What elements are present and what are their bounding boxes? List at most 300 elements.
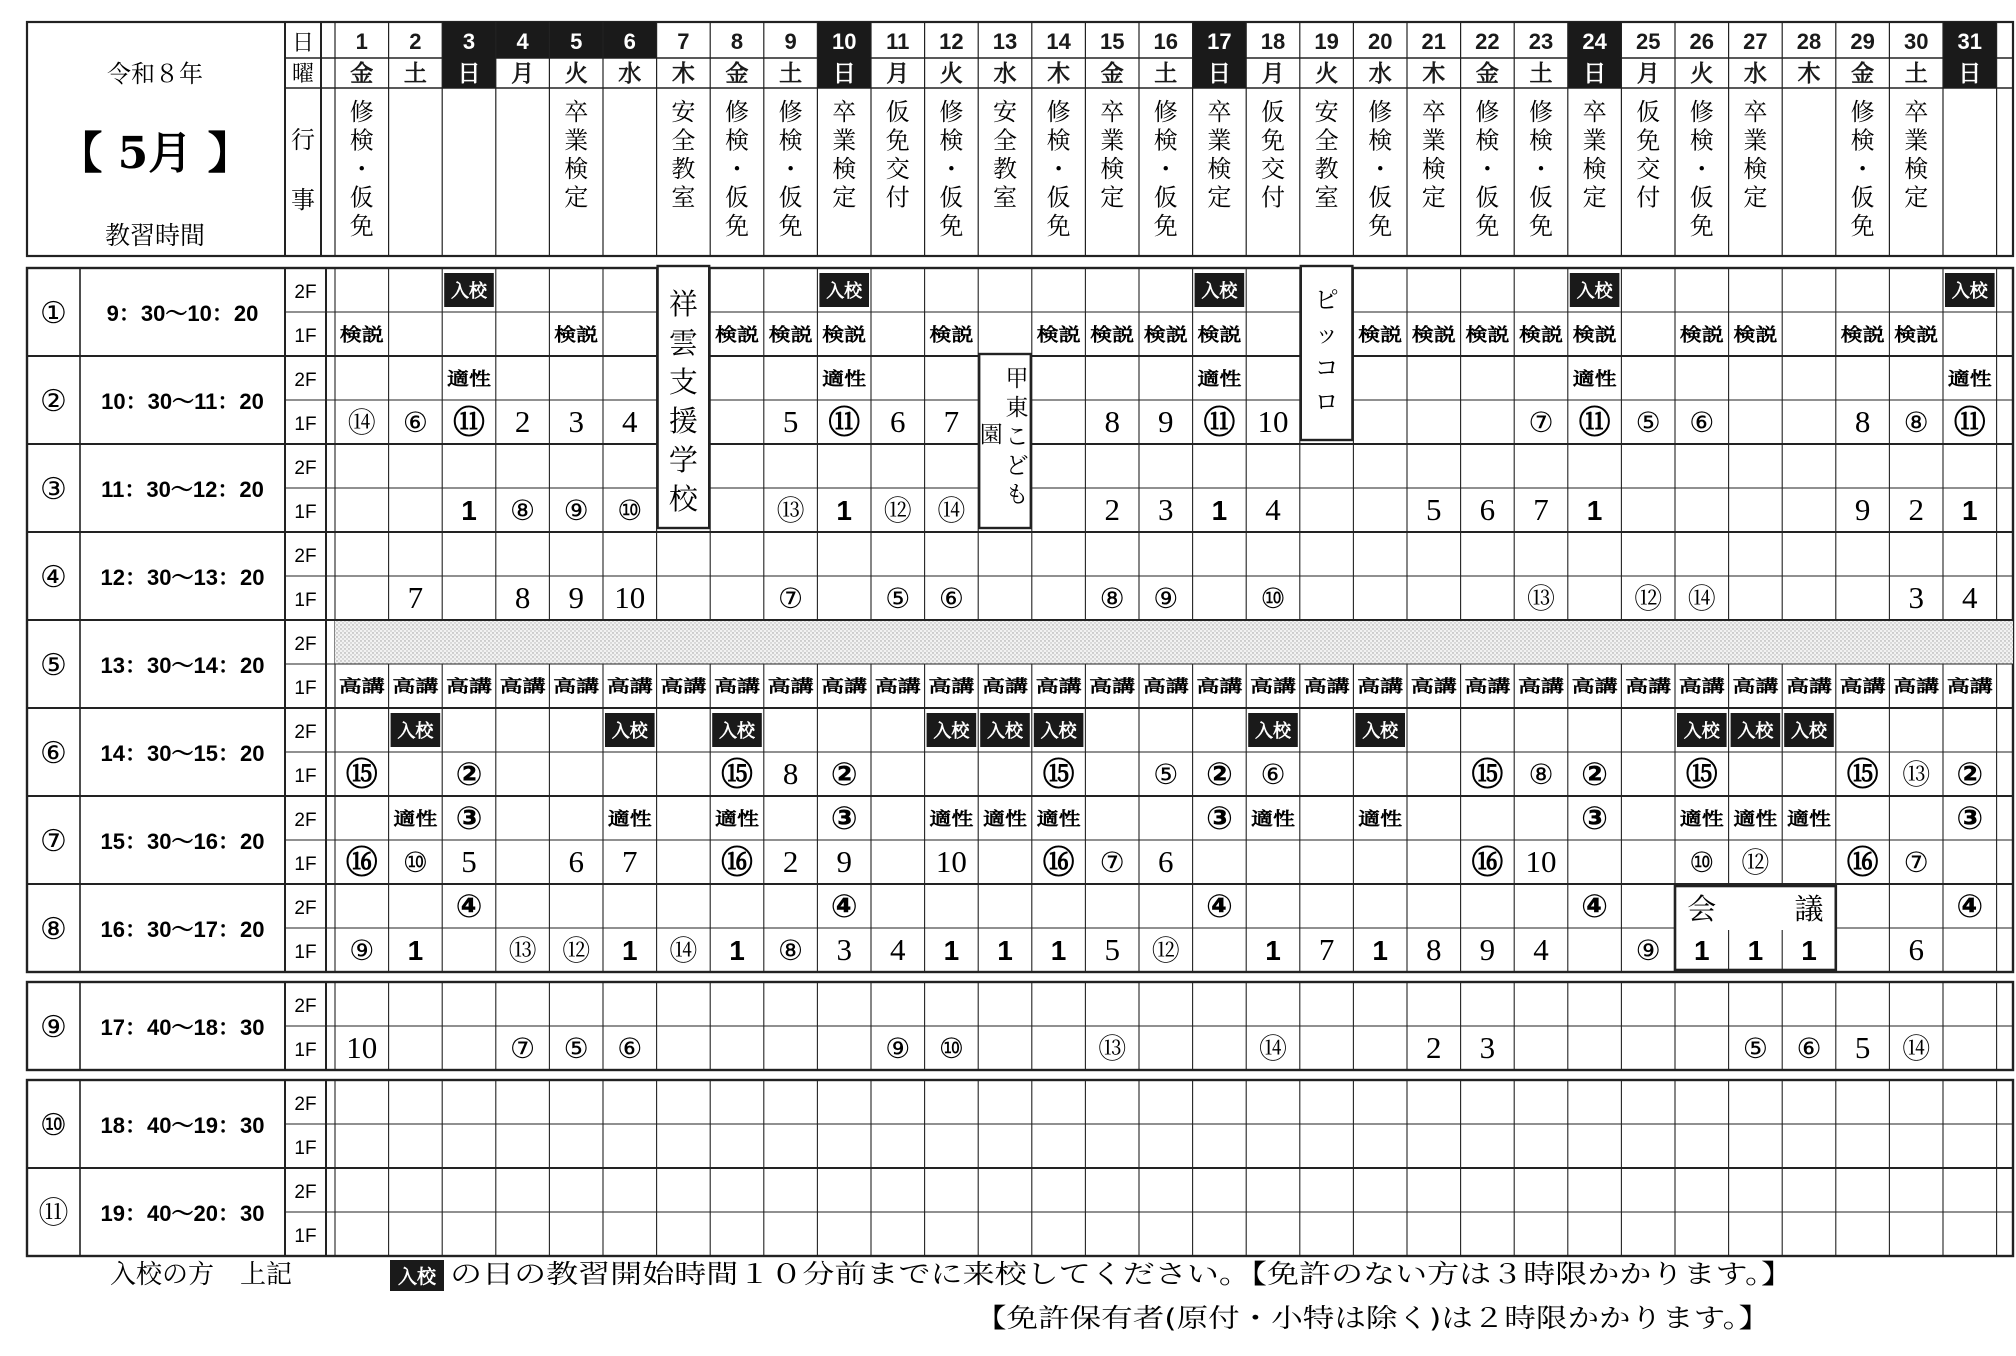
cell-circled-number-bold: ②: [830, 755, 858, 793]
cell-number: 8: [1854, 404, 1871, 439]
day-number: 25: [1635, 29, 1661, 54]
cell-circled-number: ⑫: [1634, 582, 1663, 615]
cell-circled-number: ⑬: [1902, 758, 1931, 791]
cell-number: 9: [568, 580, 584, 615]
cell-circled-number-bold: ③: [1956, 799, 1984, 837]
cell-number-bold: 1: [1801, 935, 1817, 966]
period-number: ⑦: [40, 824, 67, 859]
day-number: 13: [992, 29, 1018, 54]
cell-number: 5: [1104, 932, 1120, 967]
cell-circled-number: ⑩: [1260, 582, 1286, 615]
cell-label: 検説: [929, 325, 966, 346]
cell-number-bold: 1: [729, 935, 745, 966]
weekday: 金: [350, 61, 374, 87]
period-number: ⑩: [40, 1108, 67, 1143]
cell-circled-number-bold: ②: [455, 755, 483, 793]
weekday: 金: [725, 61, 749, 87]
cell-circled-number: ⑭: [937, 494, 966, 527]
cell-circled-number: ⑥: [1689, 406, 1715, 439]
event-text: 仮免交付: [1636, 98, 1661, 212]
cell-circled-number-bold: ③: [1205, 799, 1233, 837]
cell-number: 6: [1908, 932, 1924, 967]
cell-number-bold: 1: [622, 935, 638, 966]
cell-circled-number: ⑧: [1528, 758, 1554, 791]
weekday: 木: [1047, 61, 1071, 87]
day-number: 1: [355, 29, 368, 54]
cell-circled-number-bold: ⑯: [345, 843, 378, 881]
period-time: 17：40〜18：30: [100, 1015, 265, 1040]
weekday: 日: [832, 61, 856, 87]
cell-number: 10: [935, 844, 967, 879]
cell-number-bold: 1: [1747, 935, 1764, 966]
cell-label: 適性: [1251, 809, 1287, 830]
cell-number-bold: 1: [1694, 935, 1710, 966]
cell-number: 7: [943, 404, 960, 439]
cell-circled-number: ⑬: [1526, 582, 1556, 615]
cell-number: 4: [890, 932, 906, 967]
cell-circled-number-bold: ④: [830, 887, 858, 925]
cell-label: 検説: [1465, 325, 1502, 346]
day-number: 29: [1850, 29, 1875, 54]
cell-label: 適性: [1947, 369, 1984, 390]
lecture-cell: 高講: [1839, 677, 1874, 697]
cell-number: 8: [782, 756, 799, 791]
cell-label: 適性: [983, 809, 1019, 830]
cell-number: 7: [407, 580, 424, 615]
lecture-cell: 高講: [553, 677, 588, 697]
lecture-cell: 高講: [767, 677, 802, 697]
cell-circled-number-bold: ⑪: [452, 403, 486, 441]
lecture-cell: 高講: [1410, 677, 1445, 697]
lecture-cell: 高講: [1142, 677, 1177, 697]
event-text: 卒業検定: [1582, 98, 1607, 212]
lecture-cell: 高講: [714, 677, 748, 697]
lecture-cell: 高講: [821, 677, 856, 697]
cell-circled-number-bold: ③: [455, 799, 483, 837]
floor-label: 1F: [294, 942, 317, 963]
event-text: 修検・仮免: [1689, 98, 1714, 240]
lecture-cell: 高講: [1464, 677, 1499, 697]
lecture-cell: 高講: [928, 677, 963, 697]
cell-number: 5: [1854, 1030, 1871, 1065]
break-band: [335, 620, 2013, 664]
event-text: 仮免交付: [1261, 98, 1285, 212]
cell-circled-number-bold: ⑮: [1846, 755, 1879, 793]
cell-circled-number: ⑤: [885, 582, 911, 615]
cell-circled-number: ⑥: [617, 1032, 643, 1065]
cell-circled-number: ⑩: [938, 1032, 964, 1065]
cell-label: 適性: [1572, 369, 1609, 390]
cell-number: 3: [1908, 580, 1924, 615]
lecture-cell: 高講: [1035, 677, 1070, 697]
weekday: 月: [1636, 61, 1660, 87]
cell-circled-number: ⑭: [1687, 582, 1716, 615]
cell-number: 7: [1318, 932, 1335, 967]
cell-number: 10: [1525, 844, 1557, 879]
cell-number: 6: [568, 844, 584, 879]
cell-label: 検説: [1411, 325, 1448, 346]
enrollment-badge: 入校: [719, 721, 755, 742]
weekday: 火: [939, 61, 963, 87]
cell-circled-number: ⑩: [617, 494, 643, 527]
cell-number-bold: 1: [1265, 935, 1281, 966]
cell-label: 適性: [1358, 809, 1395, 830]
day-number: 24: [1582, 29, 1607, 54]
floor-label: 2F: [294, 282, 317, 303]
floor-label: 2F: [294, 996, 317, 1017]
cell-number-bold: 1: [461, 495, 477, 526]
day-number: 7: [677, 29, 690, 54]
period-time: 10：30〜11：20: [101, 389, 264, 414]
cell-number: 7: [1533, 492, 1549, 527]
cell-number: 10: [1257, 404, 1289, 439]
cell-circled-number: ⑬: [776, 494, 805, 527]
cell-circled-number-bold: ⑪: [828, 403, 861, 441]
cell-number: 7: [622, 844, 638, 879]
event-text: 卒業検定: [1207, 98, 1232, 212]
cell-circled-number-bold: ⑮: [1042, 755, 1075, 793]
cell-number: 10: [346, 1030, 378, 1065]
cell-circled-number-bold: ⑯: [720, 843, 754, 881]
cell-circled-number: ⑤: [1153, 758, 1179, 791]
weekday: 木: [671, 61, 695, 87]
cell-label: 適性: [393, 809, 430, 830]
event-text: 卒業検定: [1421, 98, 1446, 212]
period-number: ④: [40, 560, 67, 595]
event-text: 卒業検定: [1743, 98, 1768, 212]
cell-circled-number: ⑬: [1098, 1032, 1127, 1065]
header-frame: [27, 22, 2013, 256]
weekday: 月: [1261, 61, 1285, 87]
event-text: 卒業検定: [564, 98, 589, 212]
enrollment-badge: 入校: [1255, 721, 1291, 742]
cell-circled-number: ⑫: [1151, 934, 1180, 967]
lecture-cell: 高講: [1571, 677, 1606, 697]
cell-circled-number: ⑫: [883, 494, 912, 527]
floor-label: 1F: [294, 502, 317, 523]
lecture-cell: 高講: [606, 677, 641, 697]
cell-label: 検説: [1679, 325, 1716, 346]
cell-circled-number: ⑭: [669, 934, 698, 967]
cell-label: 検説: [1143, 325, 1180, 346]
cell-number: 6: [1158, 844, 1174, 879]
floor-label: 1F: [294, 1226, 317, 1247]
weekday: 水: [618, 61, 642, 87]
cell-number-bold: 1: [997, 935, 1013, 966]
period-time: 19：40〜20：30: [100, 1201, 265, 1226]
cell-circled-number: ⑥: [1260, 758, 1286, 791]
lecture-cell: 高講: [1625, 677, 1660, 697]
cell-number: 8: [1104, 404, 1120, 439]
cell-number: 2: [1426, 1030, 1442, 1065]
day-number: 6: [623, 29, 636, 54]
overlay-meeting: 議: [1794, 892, 1824, 926]
day-number: 8: [730, 29, 744, 54]
weekday: 日: [1958, 61, 1982, 87]
lecture-cell: 高講: [1893, 677, 1928, 697]
cell-number: 9: [836, 844, 852, 879]
weekday: 水: [1743, 61, 1767, 87]
footer-line1: の日の教習開始時間１０分前までに来校してください。【免許のない方は３時限かかります。】: [450, 1260, 1793, 1290]
cell-number: 2: [782, 844, 799, 879]
lecture-cell: 高講: [1089, 677, 1124, 697]
cell-circled-number-bold: ⑯: [1471, 843, 1504, 881]
cell-circled-number-bold: ④: [1205, 887, 1233, 925]
cell-circled-number-bold: ⑯: [1846, 843, 1879, 881]
floor-label: 2F: [294, 634, 317, 655]
cell-circled-number-bold: ⑮: [1685, 755, 1718, 793]
day-number: 27: [1743, 29, 1768, 54]
cell-number: 8: [514, 580, 531, 615]
weekday: 月: [886, 61, 910, 87]
cell-number: 2: [1908, 492, 1924, 527]
floor-label: 2F: [294, 810, 317, 831]
weekday: 日: [457, 61, 481, 87]
cell-circled-number-bold: ⑮: [1471, 755, 1504, 793]
weekday: 金: [1100, 61, 1124, 87]
cell-circled-number: ⑥: [402, 406, 428, 439]
cell-number: 3: [1158, 492, 1174, 527]
floor-label: 2F: [294, 546, 317, 567]
cell-number-bold: 1: [1586, 495, 1603, 526]
weekday: 日: [1583, 61, 1607, 87]
cell-number: 4: [1533, 932, 1549, 967]
cell-circled-number: ⑧: [778, 934, 804, 967]
floor-label: 2F: [294, 1094, 317, 1115]
lecture-cell: 高講: [499, 677, 534, 697]
cell-circled-number: ⑫: [562, 934, 591, 967]
period-number: ⑤: [40, 648, 67, 683]
cell-label: 検説: [1572, 325, 1609, 346]
weekday: 月: [511, 61, 535, 87]
floor-label: 1F: [294, 854, 317, 875]
cell-number: 9: [1854, 492, 1871, 527]
cell-number: 4: [1962, 580, 1978, 615]
day-number: 9: [784, 29, 797, 54]
enrollment-badge: 入校: [1576, 281, 1613, 302]
cell-circled-number: ⑩: [402, 846, 428, 879]
cell-circled-number: ⑨: [1153, 582, 1179, 615]
footer-badge: 入校: [397, 1266, 437, 1288]
enrollment-badge: 入校: [1683, 721, 1720, 742]
day-number: 31: [1957, 29, 1983, 54]
event-text: 修検・仮免: [1368, 98, 1393, 240]
floor-label: 2F: [294, 1182, 317, 1203]
cell-circled-number-bold: ④: [1956, 887, 1984, 925]
enrollment-badge: 入校: [826, 281, 863, 302]
cell-label: 検説: [554, 325, 591, 346]
cell-circled-number-bold: ⑪: [1203, 403, 1236, 441]
cell-circled-number-bold: ⑯: [1042, 843, 1075, 881]
cell-circled-number-bold: ⑪: [1953, 403, 1986, 441]
period-time: 11：30〜12：20: [101, 477, 264, 502]
weekday: 水: [993, 61, 1017, 87]
cell-circled-number-bold: ⑮: [720, 755, 754, 793]
cell-number: 9: [1158, 404, 1174, 439]
cell-circled-number: ⑫: [1741, 846, 1770, 879]
day-number: 10: [831, 29, 857, 54]
weekday: 土: [1154, 61, 1178, 87]
period-number: ③: [40, 472, 67, 507]
cell-circled-number: ⑦: [1099, 846, 1125, 879]
day-number: 5: [570, 29, 583, 54]
cell-label: 検説: [768, 325, 805, 346]
period-time: 18：40〜19：30: [100, 1113, 265, 1138]
day-number: 23: [1528, 29, 1554, 54]
cell-circled-number: ⑥: [938, 582, 964, 615]
event-text: 修検・仮免: [1475, 98, 1500, 240]
period-number: ②: [40, 384, 67, 419]
cell-label: 適性: [1679, 809, 1716, 830]
floor-label: 1F: [294, 326, 317, 347]
cell-circled-number: ⑤: [1635, 406, 1661, 439]
weekday: 火: [1315, 61, 1339, 87]
cell-circled-number-bold: ③: [830, 799, 858, 837]
cell-number: 3: [1479, 1030, 1496, 1065]
cell-number-bold: 1: [1050, 935, 1067, 966]
lecture-cell: 高講: [1518, 677, 1552, 697]
event-text: 仮免交付: [885, 98, 910, 212]
weekday: 土: [779, 61, 803, 87]
lecture-cell: 高講: [392, 677, 427, 697]
event-text: 修検・仮免: [725, 98, 749, 240]
enrollment-badge: 入校: [611, 721, 648, 742]
event-text: 修検・仮免: [1046, 98, 1071, 240]
event-text: 安全教室: [1314, 98, 1339, 212]
day-number: 28: [1796, 29, 1822, 54]
lecture-cell: 高講: [982, 677, 1016, 697]
cell-number: 9: [1479, 932, 1496, 967]
cell-number: 4: [622, 404, 638, 439]
day-number: 3: [462, 29, 476, 54]
event-text: 安全教室: [993, 98, 1017, 212]
cell-number: 5: [461, 844, 477, 879]
cell-circled-number-bold: ⑮: [345, 755, 378, 793]
cell-label: 検説: [715, 325, 751, 346]
cell-circled-number: ⑧: [510, 494, 536, 527]
cell-label: 検説: [1840, 325, 1877, 346]
overlay-kindergarten: 甲東こども園: [979, 366, 1029, 508]
lecture-cell: 高講: [874, 677, 909, 697]
cell-circled-number-bold: ④: [455, 887, 483, 925]
event-text: 修検・仮免: [349, 98, 374, 240]
cell-circled-number: ⑧: [1903, 406, 1929, 439]
cell-number-bold: 1: [943, 935, 960, 966]
cell-label: 適性: [1787, 809, 1823, 830]
cell-label: 適性: [1036, 809, 1073, 830]
weekday: 金: [1851, 61, 1875, 87]
cell-circled-number: ⑨: [563, 494, 589, 527]
weekday-label: 曜: [291, 62, 315, 87]
day-number: 30: [1903, 29, 1929, 54]
footer-line2: 【免許保有者(原付・小特は除く)は２時限かかります。】: [975, 1304, 1770, 1334]
cell-circled-number: ⑨: [885, 1032, 911, 1065]
cell-circled-number: ⑦: [778, 582, 804, 615]
weekday: 金: [1475, 61, 1499, 87]
cell-label: 適性: [607, 809, 644, 830]
cell-circled-number: ⑨: [349, 934, 375, 967]
cell-label: 適性: [1197, 369, 1234, 390]
event-text: 卒業検定: [1100, 98, 1125, 212]
cell-number: 3: [568, 404, 584, 439]
lecture-cell: 高講: [1786, 677, 1820, 697]
enrollment-badge: 入校: [1201, 281, 1238, 302]
weekday: 火: [564, 61, 588, 87]
day-number: 26: [1689, 29, 1715, 54]
period-time: 12：30〜13：20: [100, 565, 265, 590]
weekday: 土: [1904, 61, 1928, 87]
cell-number: 5: [782, 404, 799, 439]
event-text: 修検・仮免: [939, 98, 964, 240]
floor-label: 2F: [294, 898, 317, 919]
cell-number-bold: 1: [1211, 495, 1228, 526]
event-text: 卒業検定: [1904, 98, 1929, 212]
cell-circled-number-bold: ②: [1205, 755, 1233, 793]
event-label: 行事: [291, 126, 315, 214]
lecture-cell: 高講: [338, 677, 373, 697]
cell-label: 検説: [339, 325, 376, 346]
cell-number: 6: [890, 404, 906, 439]
floor-label: 1F: [294, 1138, 317, 1159]
overlay-piccolo: ピッコロ: [1314, 286, 1339, 416]
cell-label: 検説: [1358, 325, 1395, 346]
day-number: 11: [886, 29, 910, 54]
day-number: 21: [1421, 29, 1447, 54]
cell-number-bold: 1: [407, 935, 424, 966]
cell-label: 適性: [715, 809, 751, 830]
cell-circled-number: ⑦: [1903, 846, 1929, 879]
cell-circled-number: ⑦: [510, 1032, 536, 1065]
cell-number: 2: [1104, 492, 1120, 527]
footer-lead: 入校の方 上記: [110, 1260, 293, 1290]
day-number: 18: [1260, 29, 1286, 54]
floor-label: 2F: [294, 458, 317, 479]
day-number: 22: [1475, 29, 1500, 54]
cell-label: 検説: [1197, 325, 1234, 346]
cell-label: 検説: [1090, 325, 1127, 346]
period-time: 16：30〜17：20: [100, 917, 265, 942]
day-label: 日: [291, 31, 315, 56]
period-time: 9：30〜10：20: [106, 301, 259, 326]
day-number: 12: [939, 29, 964, 54]
cell-number: 2: [514, 404, 531, 439]
cell-number: 5: [1426, 492, 1442, 527]
lecture-cell: 高講: [1250, 677, 1284, 697]
cell-circled-number: ⑨: [1635, 934, 1661, 967]
enrollment-badge: 入校: [1951, 281, 1988, 302]
cell-number-bold: 1: [1962, 495, 1978, 526]
enrollment-badge: 入校: [987, 721, 1023, 742]
day-number: 4: [516, 29, 529, 54]
cell-circled-number: ⑭: [1902, 1032, 1931, 1065]
period-time: 14：30〜15：20: [100, 741, 265, 766]
event-text: 卒業検定: [832, 98, 857, 212]
cell-label: 適性: [822, 369, 859, 390]
weekday: 火: [1690, 61, 1714, 87]
lecture-cell: 高講: [1196, 677, 1231, 697]
weekday: 水: [1368, 61, 1392, 87]
cell-circled-number-bold: ⑪: [1578, 403, 1611, 441]
cell-label: 検説: [822, 325, 859, 346]
lecture-cell: 高講: [1732, 677, 1767, 697]
weekday: 土: [403, 61, 427, 87]
period-number: ⑨: [40, 1010, 67, 1045]
cell-circled-number-bold: ③: [1581, 799, 1609, 837]
event-text: 修検・仮免: [778, 98, 803, 240]
cell-number-bold: 1: [836, 495, 852, 526]
enrollment-badge: 入校: [451, 281, 487, 302]
era-year: 令和８年: [107, 62, 203, 88]
